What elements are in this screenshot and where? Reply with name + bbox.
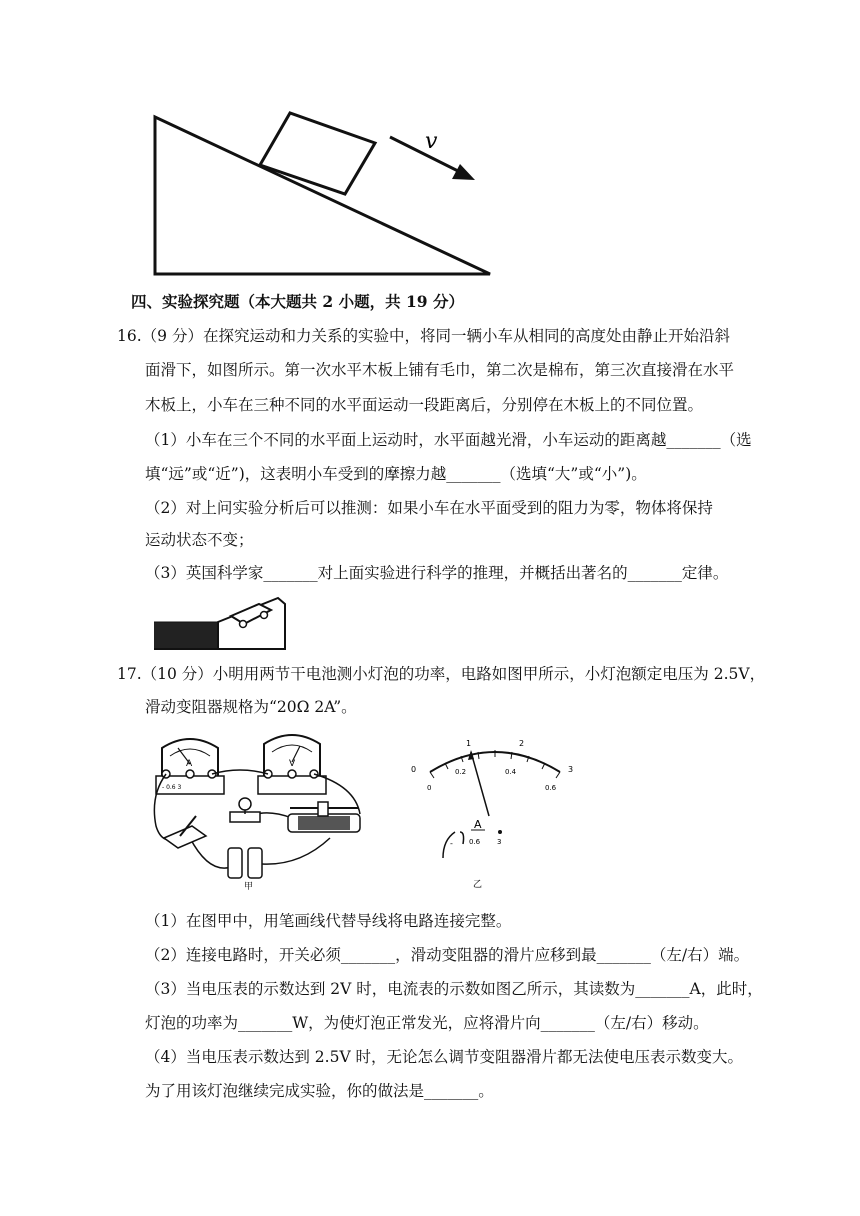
incline-figure (140, 100, 500, 280)
meter-letter: A (474, 818, 482, 831)
switch (164, 816, 206, 848)
q16-part2-line2: 运动状态不变； (145, 531, 254, 549)
dial-needle (471, 752, 489, 816)
ramp (218, 598, 285, 649)
scale-inner-1: 0.2 (455, 768, 467, 776)
q16-part3-line1: （3）英国科学家_______对上面实验进行科学的推理，并概括出著名的_______定律。 (145, 564, 729, 582)
velocity-arrowhead (452, 164, 475, 180)
cart-wheel (240, 621, 247, 628)
terminal-minus: - (450, 839, 453, 848)
voltmeter (258, 735, 326, 794)
scale-outer-2: 2 (519, 739, 525, 748)
svg-text:- 0.6 3: - 0.6 3 (162, 784, 182, 791)
scale-outer-0: 0 (411, 765, 417, 774)
scale-inner-2: 0.4 (505, 768, 517, 776)
rheostat (288, 802, 360, 832)
ramp-cart-figure (148, 594, 298, 656)
q16-intro-line1: 16.（9 分）在探究运动和力关系的实验中，将同一辆小车从相同的高度处由静止开始沿斜 (117, 327, 730, 345)
scale-inner-0: 0 (427, 784, 432, 792)
cart-wheel (261, 612, 268, 619)
svg-text:A: A (186, 759, 193, 769)
q17-part3-line2: 灯泡的功率为_______W，为使灯泡正常发光，应将滑片向_______（左/右）移动。 (145, 1014, 709, 1032)
scale-inner-3: 0.6 (545, 784, 557, 792)
scale-outer-1: 1 (466, 739, 472, 748)
sliding-block (260, 113, 375, 194)
wire (262, 838, 330, 864)
figure-caption-jia: 甲 (244, 882, 254, 891)
q16-intro-line3: 木板上，小车在三种不同的水平面运动一段距离后，分别停在木板上的不同位置。 (145, 396, 704, 414)
terminal-0-6: 0.6 (469, 838, 481, 846)
q17-part4-line2: 为了用该灯泡继续完成实验，你的做法是_______。 (145, 1082, 494, 1100)
lamp (230, 798, 260, 822)
q17-part1: （1）在图甲中，用笔画线代替导线将电路连接完整。 (145, 912, 512, 930)
q16-intro-line2: 面滑下，如图所示。第一次水平木板上铺有毛巾，第二次是棉布，第三次直接滑在水平 (145, 361, 735, 379)
q16-part1-line1: （1）小车在三个不同的水平面上运动时，水平面越光滑，小车运动的距离越_______（选 (145, 431, 752, 449)
q17-part3-line1: （3）当电压表的示数达到 2V 时，电流表的示数如图乙所示，其读数为_______A，此时， (145, 980, 763, 998)
ammeter (156, 739, 224, 794)
q17-intro-line1: 17.（10 分）小明用两节干电池测小灯泡的功率，电路如图甲所示，小灯泡额定电压为 2.5V， (117, 665, 766, 683)
velocity-label: v (425, 129, 438, 154)
q17-part4-line1: （4）当电压表示数达到 2.5V 时，无论怎么调节变阻器滑片都无法使电压表示数变大。 (145, 1048, 744, 1066)
q17-part2: （2）连接电路时，开关必须_______，滑动变阻器的滑片应移到最_______（左/右）端。 (145, 946, 750, 964)
wire (212, 770, 268, 774)
dial-ticks (430, 750, 560, 778)
q17-intro-line2: 滑动变阻器规格为“20Ω 2A”。 (145, 698, 357, 716)
ammeter-dial-figure-yi (405, 732, 605, 892)
battery (228, 848, 262, 878)
rough-surface (154, 622, 218, 649)
q16-part1-line2: 填“远”或“近”)，这表明小车受到的摩擦力越_______（选填“大”或“小”)。 (145, 465, 647, 483)
terminal-dot (498, 830, 502, 834)
figure-caption-yi: 乙 (473, 880, 483, 890)
scale-outer-3: 3 (568, 765, 574, 774)
terminal-3: 3 (497, 838, 502, 846)
svg-text:V: V (289, 759, 296, 769)
q16-part2-line1: （2）对上问实验分析后可以推测：如果小车在水平面受到的阻力为零，物体将保持 (145, 499, 713, 517)
terminal-wire (443, 832, 455, 858)
section-heading: 四、实验探究题（本大题共 2 小题，共 19 分） (131, 292, 464, 311)
circuit-figure-jia (150, 726, 375, 891)
